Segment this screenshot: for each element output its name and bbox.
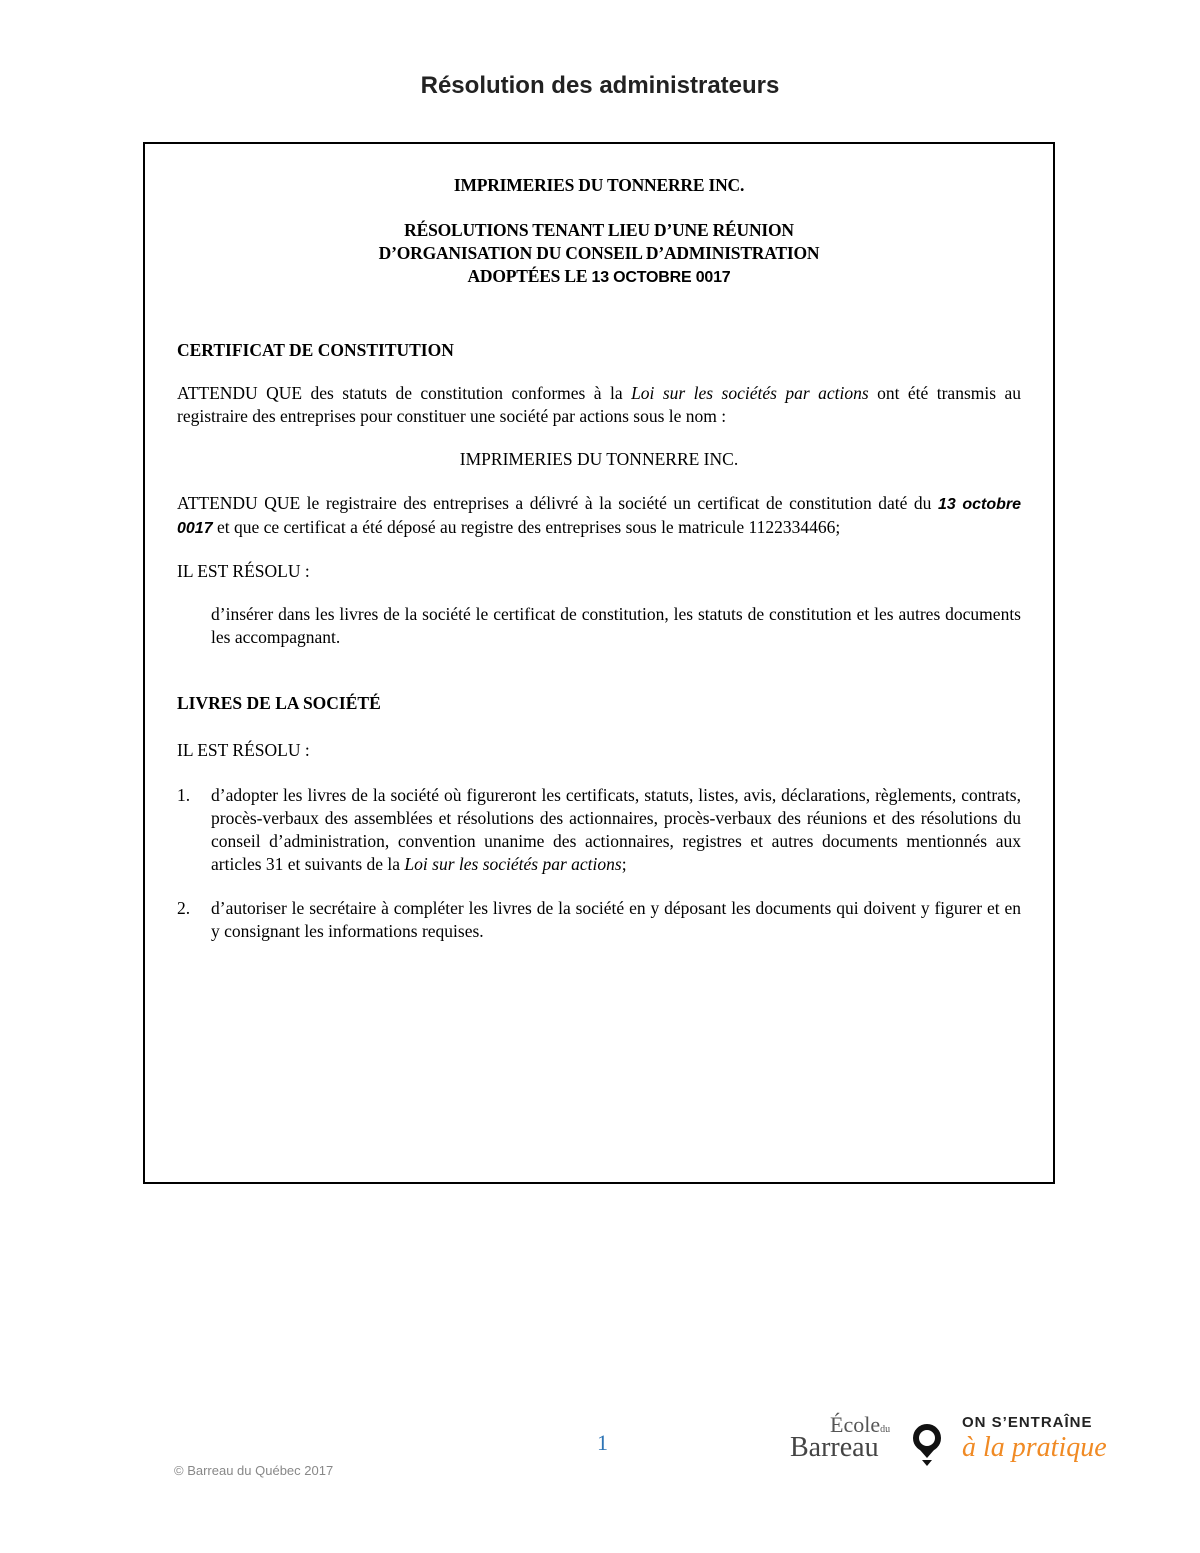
slogan-line-2: à la pratique [962,1432,1107,1463]
resolution-text-1: d’insérer dans les livres de la société le certificat de constitution, les statuts de constitution et les autres documents les accompagnant. [211,604,1021,647]
whereas-paragraph-2: ATTENDU QUE le registraire des entreprises a délivré à la société un certificat de constitution daté du 13 octobre 0017 et que ce certificat a été déposé au registre des entreprises sous le matricule 1122334466; [177,493,1021,537]
list-text: d’autoriser le secrétaire à compléter les livres de la société en y déposant les documents qui doivent y figurer et en y consignant les informations requises. [211,898,1021,941]
section-heading-livres: LIVRES DE LA SOCIÉTÉ [177,693,381,713]
logo-barreau-text: Barreau [790,1432,879,1463]
list-item [177,784,1021,876]
resolution-box [143,142,1055,1184]
ecole-du-barreau-logo [790,1412,1130,1472]
list-item [177,897,1021,943]
resolved-label-1: IL EST RÉSOLU : [177,561,310,581]
slogan-line-1: ON S’ENTRAÎNE [962,1414,1093,1431]
subtitle-line-1: RÉSOLUTIONS TENANT LIEU D’UNE RÉUNION [404,220,794,240]
logo-ecole-text: Écoledu [830,1412,891,1437]
company-name-heading: IMPRIMERIES DU TONNERRE INC. [453,175,745,195]
list-number: 1. [177,785,191,805]
location-pin-icon [910,1424,944,1468]
copyright-notice: © Barreau du Québec 2017 [174,1463,334,1478]
adopted-prefix: ADOPTÉES LE [467,266,592,286]
law-title: Loi sur les sociétés par actions [631,383,869,403]
resolved-label-2: IL EST RÉSOLU : [177,740,310,760]
resolution-content [177,174,1021,943]
certificate-date: 13 octobre 0017 [177,496,1021,537]
law-title: Loi sur les sociétés par actions [404,854,622,874]
page-number: 1 [597,1430,608,1455]
page-title: Résolution des administrateurs [420,72,780,99]
subtitle-line-2: D’ORGANISATION DU CONSEIL D’ADMINISTRATION [378,243,820,263]
company-name-line: IMPRIMERIES DU TONNERRE INC. [459,449,739,469]
section-heading-certificat: CERTIFICAT DE CONSTITUTION [177,340,454,360]
list-text: d’adopter les livres de la société où figureront les certificats, statuts, listes, avis, déclarations, règlements, contrats, procès-verbaux des assemblées et résolutions des actionnaires, procès-verbaux des réunions et des résolutions du conseil d’administration, convention unanime des actionnaires, registres et autres documents mentionnés aux articles 31 et suivants de la Loi sur les sociétés par actions; [211,785,1021,874]
adopted-line [177,265,1021,289]
list-number: 2. [177,898,191,918]
adopted-date: 13 OCTOBRE 0017 [591,269,731,286]
whereas-paragraph-1: ATTENDU QUE des statuts de constitution conformes à la Loi sur les sociétés par actions ont été transmis au registraire des entreprises pour constituer une société par actions sous le nom : [177,383,1021,426]
